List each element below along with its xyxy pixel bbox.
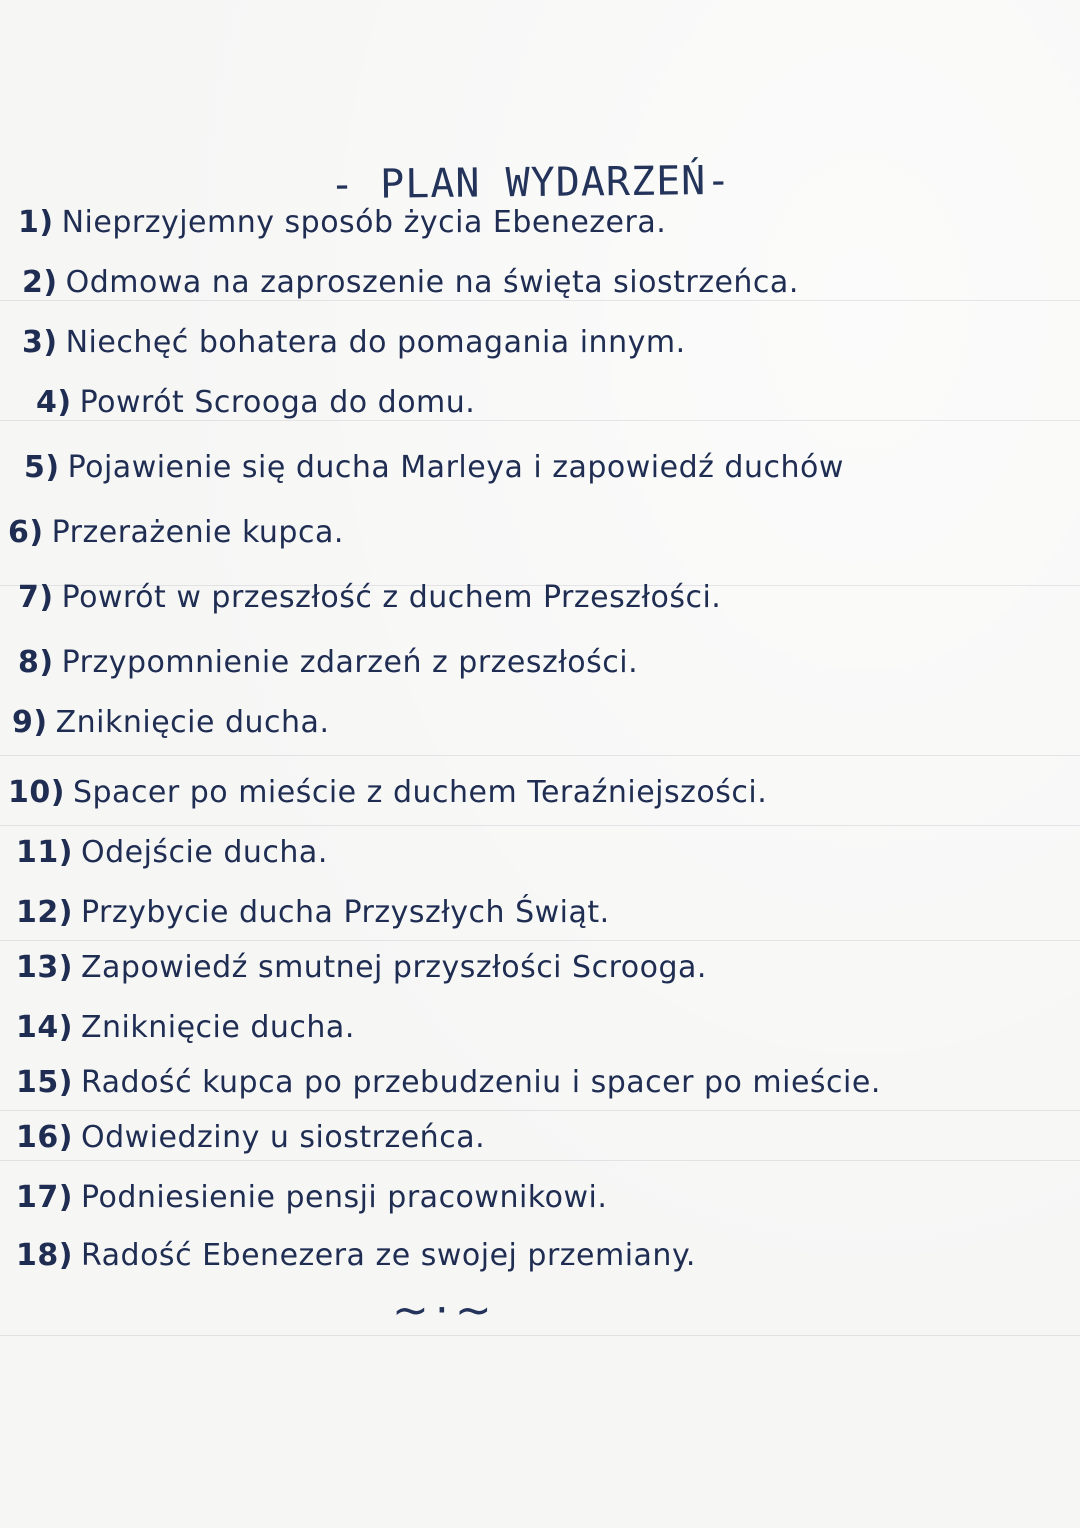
item-number: 13) <box>16 950 73 985</box>
list-item <box>16 950 707 985</box>
ruling-line <box>0 1160 1080 1161</box>
item-text: Powrót Scrooga do domu. <box>79 385 476 420</box>
item-number: 10) <box>8 775 65 810</box>
item-text: Niechęć bohatera do pomagania innym. <box>65 325 686 360</box>
ruling-line <box>0 1110 1080 1111</box>
item-text: Przerażenie kupca. <box>51 515 344 550</box>
ruling-line <box>0 755 1080 756</box>
ruling-line <box>0 940 1080 941</box>
page-title: - PLAN WYDARZEŃ- <box>329 157 732 209</box>
list-item <box>16 1065 881 1100</box>
ruling-line <box>0 1335 1080 1336</box>
item-number: 7) <box>18 580 54 615</box>
item-number: 1) <box>18 205 54 240</box>
item-number: 4) <box>36 385 72 420</box>
item-text: Odwiedziny u siostrzeńca. <box>80 1120 486 1155</box>
list-item <box>22 325 686 360</box>
list-item <box>16 1180 607 1215</box>
item-text: Powrót w przeszłość z duchem Przeszłości. <box>61 580 722 615</box>
ending-flourish: ~·~ <box>392 1285 498 1336</box>
item-number: 9) <box>12 705 48 740</box>
ruling-line <box>0 300 1080 301</box>
list-item <box>18 205 666 240</box>
item-text: Radość Ebenezera ze swojej przemiany. <box>80 1238 696 1273</box>
list-item <box>16 835 328 870</box>
item-text: Radość kupca po przebudzeniu i spacer po mieście. <box>80 1065 881 1100</box>
item-number: 15) <box>16 1065 73 1100</box>
item-text: Pojawienie się ducha Marleya i zapowiedź duchów <box>67 450 844 485</box>
item-number: 11) <box>16 835 73 870</box>
item-text: Spacer po mieście z duchem Teraźniejszości. <box>72 775 768 810</box>
list-item <box>16 1010 355 1045</box>
item-number: 17) <box>16 1180 73 1215</box>
item-number: 16) <box>16 1120 73 1155</box>
item-text: Zapowiedź smutnej przyszłości Scrooga. <box>80 950 707 985</box>
item-text: Zniknięcie ducha. <box>55 705 330 740</box>
item-number: 2) <box>22 265 58 300</box>
item-number: 8) <box>18 645 54 680</box>
list-item <box>18 580 721 615</box>
item-text: Przypomnienie zdarzeń z przeszłości. <box>61 645 639 680</box>
list-item <box>36 385 475 420</box>
item-number: 3) <box>22 325 58 360</box>
item-text: Podniesienie pensji pracownikowi. <box>80 1180 608 1215</box>
list-item <box>8 515 344 550</box>
list-item <box>18 645 638 680</box>
list-item <box>22 265 799 300</box>
item-text: Przybycie ducha Przyszłych Świąt. <box>80 895 610 930</box>
item-number: 5) <box>24 450 60 485</box>
list-item <box>24 450 844 485</box>
item-number: 6) <box>8 515 44 550</box>
list-item <box>16 895 610 930</box>
item-text: Nieprzyjemny sposób życia Ebenezera. <box>61 205 667 240</box>
list-item <box>16 1238 696 1273</box>
ruling-line <box>0 420 1080 421</box>
item-number: 18) <box>16 1238 73 1273</box>
list-item <box>16 1120 485 1155</box>
item-number: 12) <box>16 895 73 930</box>
list-item <box>12 705 329 740</box>
ruling-line <box>0 825 1080 826</box>
item-text: Odejście ducha. <box>80 835 328 870</box>
list-item <box>8 775 767 810</box>
item-number: 14) <box>16 1010 73 1045</box>
item-text: Odmowa na zaproszenie na święta siostrzeńca. <box>65 265 799 300</box>
item-text: Zniknięcie ducha. <box>80 1010 355 1045</box>
